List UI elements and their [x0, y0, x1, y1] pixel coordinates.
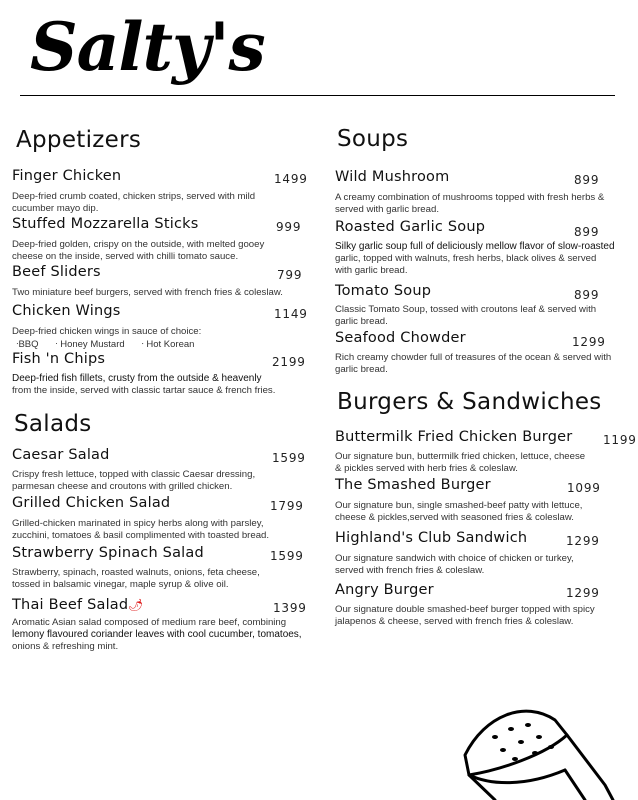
section-title-appetizers: Appetizers	[16, 127, 142, 153]
item-desc-beef-sliders: Two miniature beef burgers, served with french fries & coleslaw.	[12, 287, 283, 298]
item-price-stuffed-mozzarella-sticks: 999	[276, 220, 302, 234]
item-price-fish-n-chips: 2199	[272, 355, 306, 369]
item-price-thai-beef-salad: 1399	[273, 601, 307, 615]
item-name-beef-sliders: Beef Sliders	[12, 264, 101, 280]
salt-shaker-illustration	[455, 695, 638, 800]
header-rule	[20, 95, 615, 96]
item-price-highlands-club-sandwich: 1299	[566, 534, 600, 548]
item-desc-strawberry-spinach-salad: Strawberry, spinach, roasted walnuts, onions, feta cheese, tossed in balsamic vinegar, maple syrup & olive oil.	[12, 567, 260, 590]
item-name-stuffed-mozzarella-sticks: Stuffed Mozzarella Sticks	[12, 216, 199, 232]
item-price-finger-chicken: 1499	[274, 172, 308, 186]
item-desc-caesar-salad: Crispy fresh lettuce, topped with classic Caesar dressing, parmesan cheese and croutons with grilled chicken.	[12, 469, 256, 492]
item-desc-highlands-club-sandwich: Our signature sandwich with choice of chicken or turkey, served with french fries & coleslaw.	[335, 553, 574, 576]
item-name-tomato-soup: Tomato Soup	[335, 283, 432, 299]
item-price-buttermilk-fried-chicken-burger: 1199	[603, 433, 637, 447]
item-price-wild-mushroom: 899	[574, 173, 600, 187]
sauce-option: ᐧ Hot Korean	[141, 339, 195, 350]
item-price-seafood-chowder: 1299	[572, 335, 606, 349]
item-name-roasted-garlic-soup: Roasted Garlic Soup	[335, 219, 486, 235]
item-name-chicken-wings: Chicken Wings	[12, 303, 121, 319]
item-name-the-smashed-burger: The Smashed Burger	[335, 477, 491, 493]
item-name-angry-burger: Angry Burger	[335, 582, 434, 598]
item-desc-angry-burger: Our signature double smashed-beef burger topped with spicy jalapenos & cheese, served with french fries & coleslaw.	[335, 604, 595, 627]
brand-logo: Salty's	[30, 8, 265, 86]
sauce-option: ᐧBBQ	[16, 339, 39, 350]
item-desc-wild-mushroom: A creamy combination of mushrooms topped with fresh herbs & served with garlic bread.	[335, 192, 605, 215]
item-price-strawberry-spinach-salad: 1599	[270, 549, 304, 563]
item-name-caesar-salad: Caesar Salad	[12, 447, 110, 463]
item-name-fish-n-chips: Fish 'n Chips	[12, 351, 106, 367]
section-title-burgers-sandwiches: Burgers & Sandwiches	[337, 389, 602, 415]
item-name-thai-beef-salad: Thai Beef Salad🌶	[12, 597, 144, 613]
section-title-soups: Soups	[337, 126, 409, 152]
item-desc-buttermilk-fried-chicken-burger: Our signature bun, buttermilk fried chicken, lettuce, cheese & pickles served with herb fries & coleslaw.	[335, 451, 586, 474]
item-price-grilled-chicken-salad: 1799	[270, 499, 304, 513]
item-name-finger-chicken: Finger Chicken	[12, 168, 122, 184]
item-name-highlands-club-sandwich: Highland's Club Sandwich	[335, 530, 528, 546]
item-price-roasted-garlic-soup: 899	[574, 225, 600, 239]
item-desc-tomato-soup: Classic Tomato Soup, tossed with croutons leaf & served with garlic bread.	[335, 304, 597, 327]
section-title-salads: Salads	[14, 411, 92, 437]
item-price-chicken-wings: 1149	[274, 307, 308, 321]
item-price-beef-sliders: 799	[277, 268, 303, 282]
item-price-angry-burger: 1299	[566, 586, 600, 600]
chili-pepper-icon: 🌶	[128, 598, 144, 612]
item-name-wild-mushroom: Wild Mushroom	[335, 169, 450, 185]
item-desc-fish-n-chips: Deep-fried fish fillets, crusty from the outside & heavenly from the inside, served with classic tartar sauce & french fries.	[12, 373, 276, 396]
item-desc-roasted-garlic-soup: Silky garlic soup full of deliciously mellow flavor of slow-roasted garlic, topped with walnuts, fresh herbs, black olives & served with garlic bread.	[335, 241, 615, 276]
sauce-options	[16, 339, 208, 350]
item-price-the-smashed-burger: 1099	[567, 481, 601, 495]
item-desc-grilled-chicken-salad: Grilled-chicken marinated in spicy herbs along with parsley, zucchini, tomatoes & basil complimented with toasted bread.	[12, 518, 270, 541]
item-name-strawberry-spinach-salad: Strawberry Spinach Salad	[12, 545, 204, 561]
item-desc-stuffed-mozzarella-sticks: Deep-fried golden, crispy on the outside, with melted gooey cheese on the inside, served with chilli tomato sauce.	[12, 239, 265, 262]
item-desc-seafood-chowder: Rich creamy chowder full of treasures of the ocean & served with garlic bread.	[335, 352, 612, 375]
item-desc-chicken-wings: Deep-fried chicken wings in sauce of choice:	[12, 326, 202, 337]
item-name-buttermilk-fried-chicken-burger: Buttermilk Fried Chicken Burger	[335, 429, 573, 445]
item-name-grilled-chicken-salad: Grilled Chicken Salad	[12, 495, 171, 511]
item-desc-thai-beef-salad: Aromatic Asian salad composed of medium rare beef, combining lemony flavoured coriander leaves with cool cucumber, tomatoes, onions & refreshing mint.	[12, 617, 302, 652]
item-price-tomato-soup: 899	[574, 288, 600, 302]
sauce-option: ᐧ Honey Mustard	[55, 339, 125, 350]
item-desc-finger-chicken: Deep-fried crumb coated, chicken strips, served with mild cucumber mayo dip.	[12, 191, 256, 214]
item-name-seafood-chowder: Seafood Chowder	[335, 330, 466, 346]
item-desc-the-smashed-burger: Our signature bun, single smashed-beef patty with lettuce, cheese & pickles,served with seasoned fries & coleslaw.	[335, 500, 583, 523]
item-price-caesar-salad: 1599	[272, 451, 306, 465]
